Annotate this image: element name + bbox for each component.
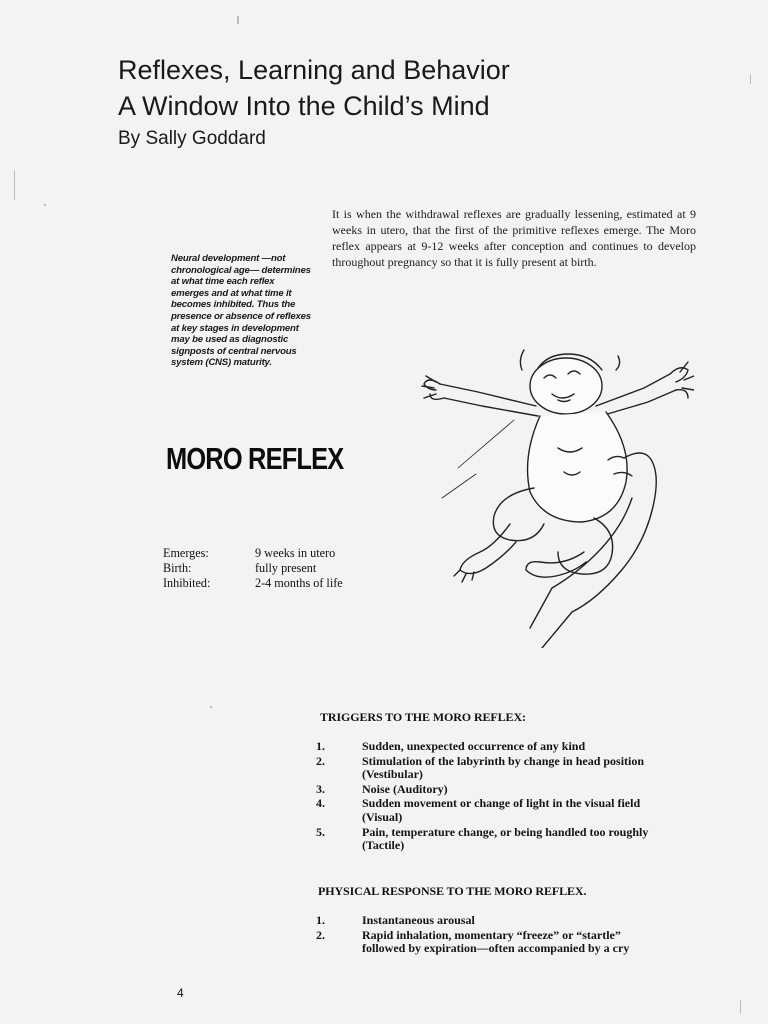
list-text: Pain, temperature change, or being handled too roughly (Tactile): [362, 824, 649, 853]
list-number: 5.: [316, 824, 325, 839]
fact-label: Birth:: [163, 561, 192, 575]
page-title-line-2: A Window Into the Child’s Mind: [118, 91, 490, 121]
infant-moro-reflex-drawing: [418, 348, 694, 648]
list-item: [316, 797, 676, 824]
list-number: 2.: [316, 753, 325, 768]
list-item: [316, 914, 656, 928]
list-number: 4.: [316, 796, 325, 811]
title-block: [118, 52, 510, 152]
fact-row: [163, 576, 343, 591]
list-item: [316, 783, 676, 797]
fact-value: 9 weeks in utero: [255, 546, 336, 560]
list-number: 1.: [316, 913, 325, 927]
facts-table: [163, 546, 343, 591]
scan-speck: [237, 16, 239, 24]
list-item: [316, 929, 656, 956]
list-item: [316, 826, 676, 853]
scan-speck: [740, 1000, 741, 1014]
fact-label: Inhibited:: [163, 576, 211, 590]
fact-row: [163, 546, 343, 561]
fact-row: [163, 561, 343, 576]
scan-speck: [14, 170, 15, 200]
scan-speck: [210, 706, 212, 708]
list-number: 1.: [316, 739, 325, 753]
intro-paragraph: It is when the withdrawal reflexes are gradually lessening, estimated at 9 weeks in utero, that the first of the primitive reflexes emerge. The Moro reflex appears at 9-12 weeks after conception and continues to develop throughout pregnancy so that it is fully present at birth.: [332, 207, 696, 269]
page-title-line-1: Reflexes, Learning and Behavior: [118, 55, 510, 85]
list-text: Rapid inhalation, momentary “freeze” or “startle” followed by expiration—often accompanied by a cry: [362, 927, 630, 956]
section-heading: MORO REFLEX: [166, 441, 344, 476]
list-text: Instantaneous arousal: [362, 913, 475, 927]
physical-response-title: PHYSICAL RESPONSE TO THE MORO REFLEX.: [318, 884, 587, 898]
list-text: Sudden movement or change of light in the visual field (Visual): [362, 796, 641, 824]
list-number: 2.: [316, 927, 325, 942]
author-byline: By Sally Goddard: [118, 128, 266, 149]
list-text: Stimulation of the labyrinth by change in head position (Vestibular): [362, 753, 645, 782]
scan-speck: [750, 74, 751, 84]
fact-label: Emerges:: [163, 546, 209, 560]
list-text: Sudden, unexpected occurrence of any kind: [362, 739, 586, 753]
physical-response-list: [316, 914, 656, 957]
scan-speck: [44, 204, 46, 206]
fact-value: 2-4 months of life: [255, 576, 343, 590]
page-number: 4: [177, 986, 184, 1000]
list-item: [316, 755, 676, 782]
triggers-title: TRIGGERS TO THE MORO REFLEX:: [320, 710, 526, 724]
list-item: [316, 740, 676, 754]
triggers-list: [316, 740, 676, 854]
list-text: Noise (Auditory): [362, 781, 448, 796]
sidenote: Neural development —not chronological age— determines at what time each reflex emerges and at what time it becomes inhibited. Thus the presence or absence of reflexes at key stages in development may be used as diagnostic signposts of central nervous system (CNS) maturity.: [171, 253, 311, 369]
list-number: 3.: [316, 781, 325, 796]
fact-value: fully present: [255, 561, 317, 575]
